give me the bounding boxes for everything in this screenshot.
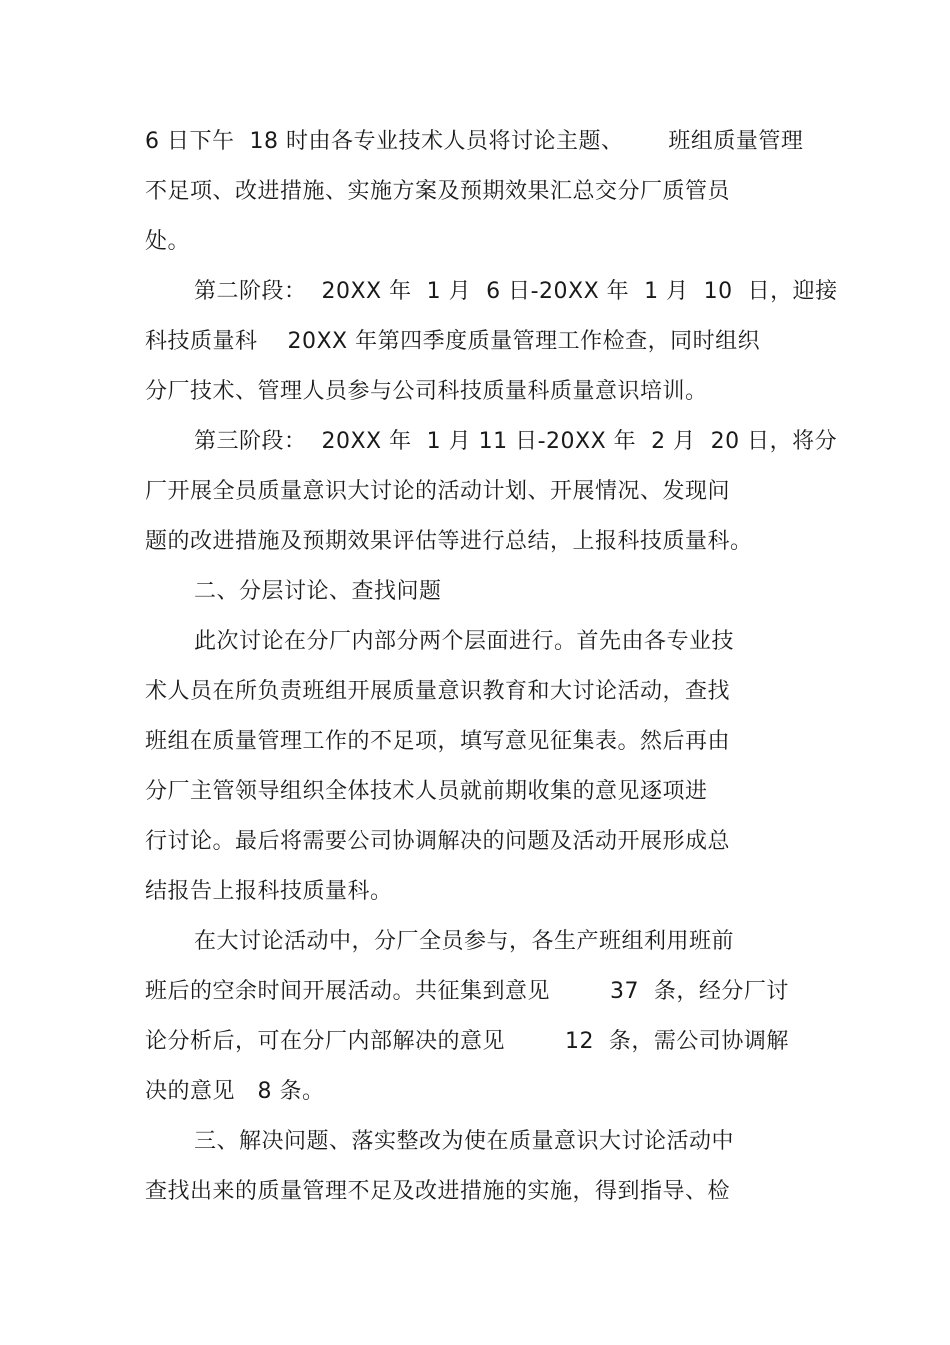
text-line: 术人员在所负责班组开展质量意识教育和大讨论活动，查找	[145, 679, 731, 704]
text-line: 科技质量科 20XX 年第四季度质量管理工作检查，同时组织	[145, 329, 761, 354]
paragraph-start-line: 第二阶段： 20XX 年 1 月 6 日-20XX 年 1 月 10 日，迎接	[194, 279, 838, 304]
paragraph-start-line: 第三阶段： 20XX 年 1 月 11 日-20XX 年 2 月 20 日，将分	[194, 429, 838, 454]
text-line: 分厂主管领导组织全体技术人员就前期收集的意见逐项进	[145, 779, 708, 804]
text-line: 查找出来的质量管理不足及改进措施的实施，得到指导、检	[145, 1179, 731, 1204]
paragraph-start-line: 在大讨论活动中，分厂全员参与，各生产班组利用班前	[194, 929, 735, 954]
text-line: 论分析后，可在分厂内部解决的意见 12 条，需公司协调解	[145, 1029, 789, 1054]
text-line: 不足项、改进措施、实施方案及预期效果汇总交分厂质管员	[145, 179, 731, 204]
text-line: 处。	[145, 229, 191, 254]
text-line: 班后的空余时间开展活动。共征集到意见 37 条，经分厂讨	[145, 979, 789, 1004]
text-line: 结报告上报科技质量科。	[145, 879, 393, 904]
section-heading: 二、分层讨论、查找问题	[194, 579, 442, 604]
paragraph-start-line: 此次讨论在分厂内部分两个层面进行。首先由各专业技	[194, 629, 735, 654]
text-line: 决的意见 8 条。	[145, 1079, 325, 1104]
text-line: 6 日下午 18 时由各专业技术人员将讨论主题、 班组质量管理	[145, 129, 804, 154]
text-line: 题的改进措施及预期效果评估等进行总结，上报科技质量科。	[145, 529, 753, 554]
text-line: 班组在质量管理工作的不足项，填写意见征集表。然后再由	[145, 729, 731, 754]
text-line: 行讨论。最后将需要公司协调解决的问题及活动开展形成总	[145, 829, 731, 854]
text-line: 分厂技术、管理人员参与公司科技质量科质量意识培训。	[145, 379, 708, 404]
section-heading: 三、解决问题、落实整改为使在质量意识大讨论活动中	[194, 1129, 735, 1154]
text-line: 厂开展全员质量意识大讨论的活动计划、开展情况、发现问	[145, 479, 731, 504]
